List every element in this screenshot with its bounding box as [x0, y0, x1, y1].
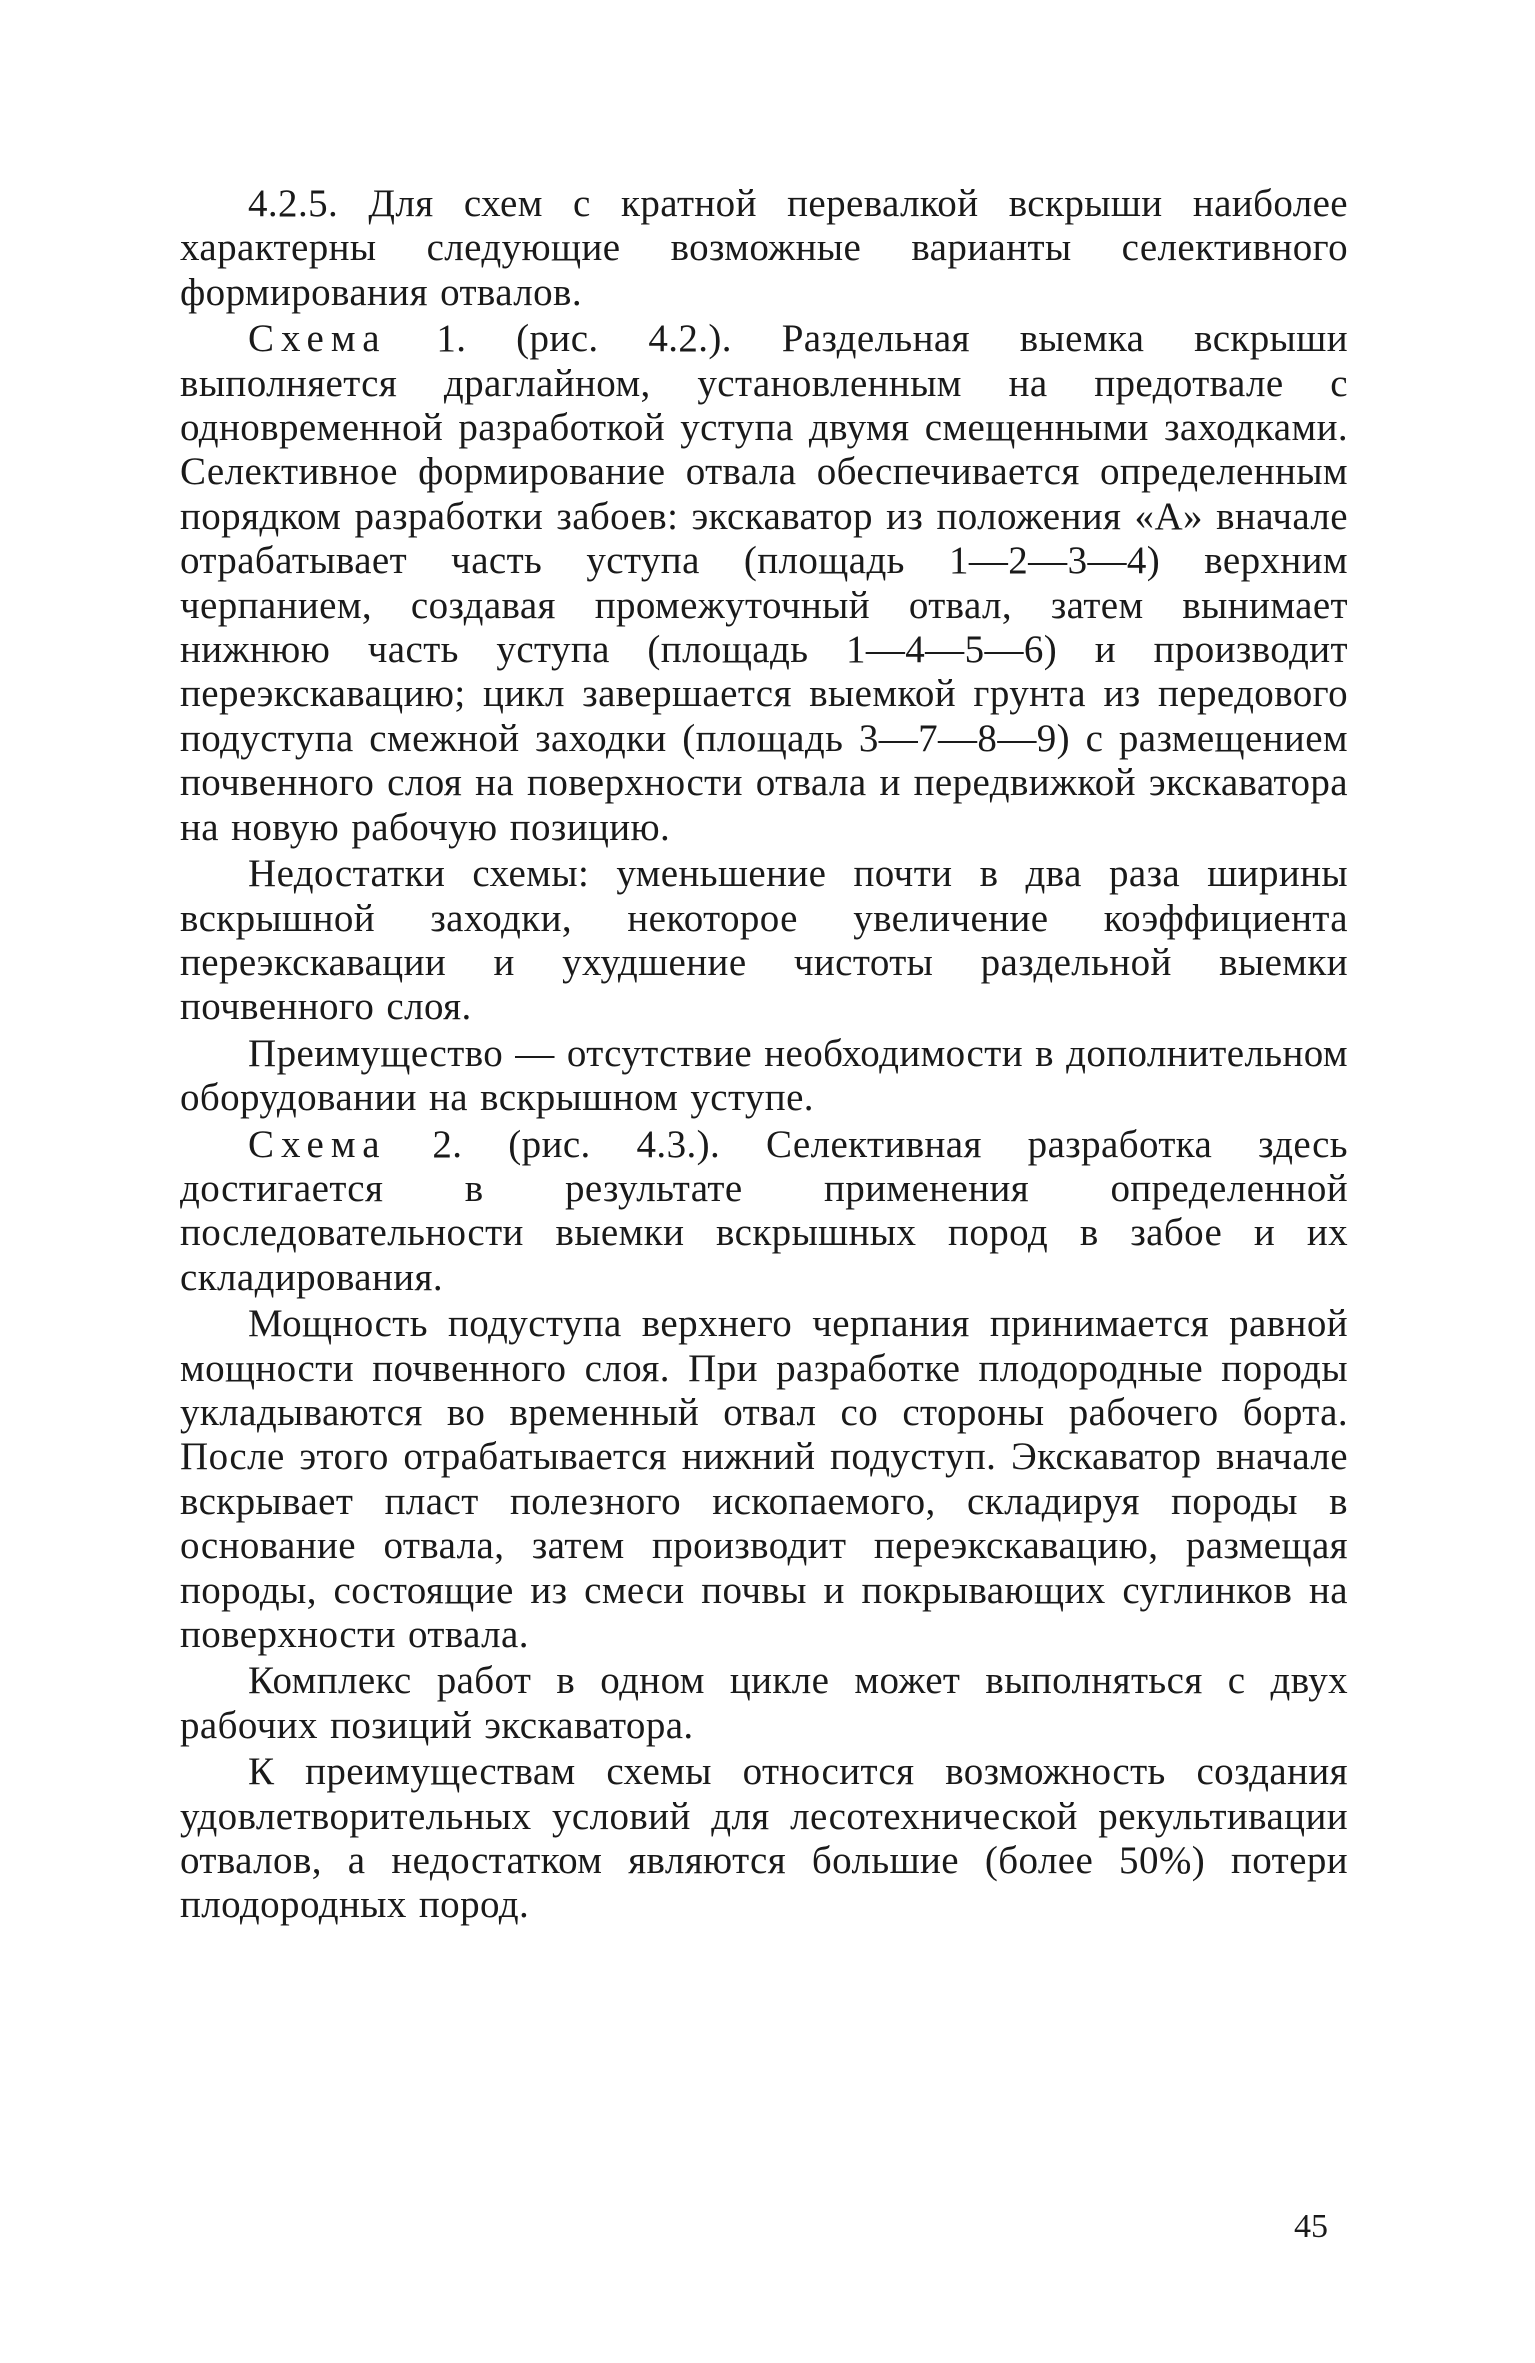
- paragraph-text: Комплекс работ в одном цикле может выполняться с двух рабочих позиций экскаватора.: [180, 1659, 1348, 1747]
- paragraph-drawbacks-1: [180, 852, 1348, 1030]
- paragraph-text: К преимуществам схемы относится возможность создания удовлетворительных условий для лесотехнической рекультивации отвалов, а недостатком являются большие (более 50%) потери плодородных пород.: [180, 1750, 1348, 1927]
- paragraph-text: Преимущество — отсутствие необходимости в дополнительном оборудовании на вскрышном уступе.: [180, 1031, 1349, 1120]
- paragraph-intro: [180, 182, 1348, 315]
- paragraph-bench-thickness: [180, 1302, 1348, 1657]
- paragraph-text: Недостатки схемы: уменьшение почти в два раза ширины вскрышной заходки, некоторое увеличение коэффициента переэкскавации и ухудшение чистоты раздельной выемки почвенного слоя.: [180, 852, 1348, 1029]
- scheme-label: Схема: [248, 1122, 387, 1166]
- paragraph-text: 2. (рис. 4.3.). Селективная разработка здесь достигается в результате применения определенной последовательности выемки вскрышных пород в забое и их складирования.: [180, 1122, 1348, 1299]
- paragraph-advantage-1: [180, 1032, 1348, 1121]
- page-number: 45: [1294, 2208, 1328, 2245]
- paragraph-scheme-2: [180, 1123, 1348, 1301]
- paragraph-conclusion: [180, 1750, 1348, 1928]
- paragraph-text: Мощность подуступа верхнего черпания принимается равной мощности почвенного слоя. При разработке плодородные породы укладываются во временный отвал со стороны рабочего борта. После этого отрабатывается нижний подуступ. Экскаватор вначале вскрывает пласт полезного ископаемого, складируя породы в основание отвала, затем производит переэкскавацию, размещая породы, состоящие из смеси почвы и покрывающих суглинков на поверхности отвала.: [180, 1302, 1348, 1656]
- scheme-label: Схема: [248, 317, 387, 361]
- paragraph-text: 4.2.5. Для схем с кратной перевалкой вскрыши наиболее характерны следующие возможные варианты селективного формирования отвалов.: [180, 182, 1348, 314]
- paragraph-scheme-1: [180, 317, 1348, 850]
- paragraph-work-cycle: [180, 1659, 1348, 1748]
- paragraph-text: 1. (рис. 4.2.). Раздельная выемка вскрыши выполняется драглайном, установленным на предотвале с одновременной разработкой уступа двумя смещенными заходками. Селективное формирование отвала обеспечивается определенным порядком разработки забоев: экскаватор из положения «А» вначале отрабатывает часть уступа (площадь 1—2—3—4) верхним черпанием, создавая промежуточный отвал, затем вынимает нижнюю часть уступа (площадь 1—4—5—6) и производит переэкскавацию; цикл завершается выемкой грунта из передового подуступа смежной заходки (площадь 3—7—8—9) с размещением почвенного слоя на поверхности отвала и передвижкой экскаватора на новую рабочую позицию.: [180, 317, 1348, 849]
- page-body: [180, 182, 1348, 1928]
